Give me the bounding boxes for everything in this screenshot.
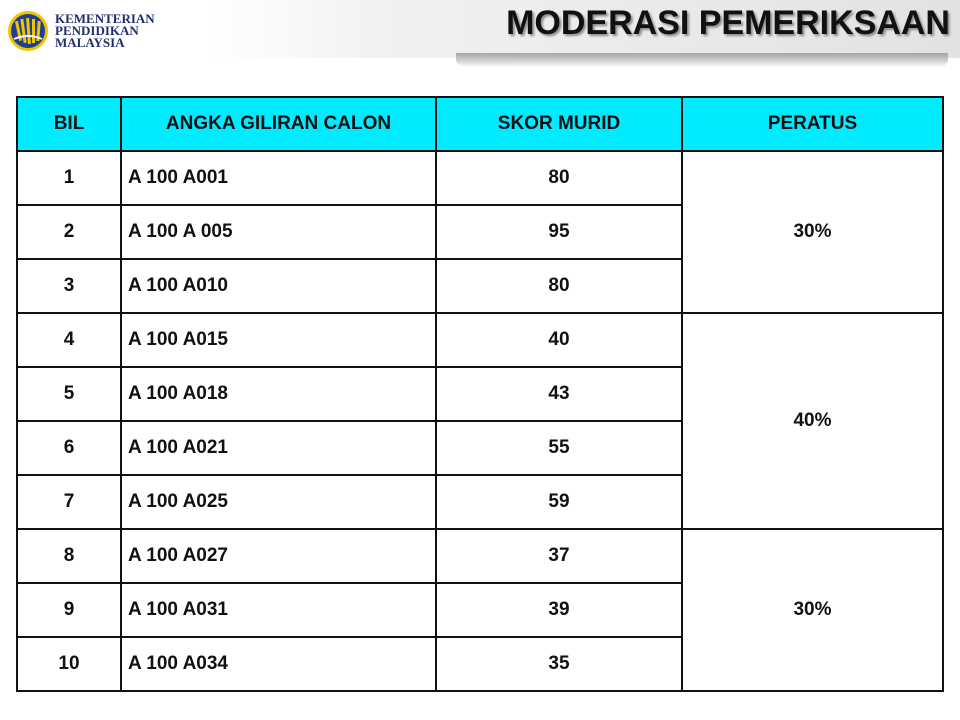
page-title: MODERASI PEMERIKSAAN xyxy=(506,4,950,42)
cell-bil: 1 xyxy=(17,151,121,205)
cell-angka-giliran: A 100 A018 xyxy=(121,367,436,421)
cell-bil: 7 xyxy=(17,475,121,529)
column-header-angka-giliran: ANGKA GILIRAN CALON xyxy=(121,97,436,151)
cell-skor-murid: 55 xyxy=(436,421,682,475)
cell-bil: 6 xyxy=(17,421,121,475)
table-row xyxy=(17,313,943,367)
cell-angka-giliran: A 100 A034 xyxy=(121,637,436,691)
cell-peratus-group: 30% xyxy=(682,529,943,691)
ministry-logo-text xyxy=(55,13,155,49)
logo-line-1: KEMENTERIAN xyxy=(55,11,155,26)
cell-skor-murid: 59 xyxy=(436,475,682,529)
cell-angka-giliran: A 100 A015 xyxy=(121,313,436,367)
title-shadow-bar xyxy=(456,53,948,67)
moderation-table xyxy=(16,96,944,692)
cell-skor-murid: 95 xyxy=(436,205,682,259)
cell-angka-giliran: A 100 A031 xyxy=(121,583,436,637)
cell-angka-giliran: A 100 A001 xyxy=(121,151,436,205)
cell-bil: 8 xyxy=(17,529,121,583)
logo-line-3: MALAYSIA xyxy=(55,35,125,50)
logo-line-2: PENDIDIKAN xyxy=(55,23,139,38)
cell-skor-murid: 35 xyxy=(436,637,682,691)
cell-angka-giliran: A 100 A 005 xyxy=(121,205,436,259)
column-header-skor-murid: SKOR MURID xyxy=(436,97,682,151)
cell-skor-murid: 43 xyxy=(436,367,682,421)
cell-skor-murid: 80 xyxy=(436,259,682,313)
kpm-crest-icon xyxy=(6,9,50,53)
cell-skor-murid: 80 xyxy=(436,151,682,205)
cell-angka-giliran: A 100 A021 xyxy=(121,421,436,475)
cell-skor-murid: 39 xyxy=(436,583,682,637)
cell-bil: 5 xyxy=(17,367,121,421)
table-row xyxy=(17,529,943,583)
cell-angka-giliran: A 100 A025 xyxy=(121,475,436,529)
ministry-logo xyxy=(6,9,178,53)
cell-skor-murid: 37 xyxy=(436,529,682,583)
table-row xyxy=(17,151,943,205)
cell-bil: 9 xyxy=(17,583,121,637)
cell-peratus-group: 40% xyxy=(682,313,943,529)
cell-bil: 10 xyxy=(17,637,121,691)
table-header-row xyxy=(17,97,943,151)
column-header-bil: BIL xyxy=(17,97,121,151)
cell-bil: 3 xyxy=(17,259,121,313)
cell-angka-giliran: A 100 A027 xyxy=(121,529,436,583)
column-header-peratus: PERATUS xyxy=(682,97,943,151)
cell-peratus-group: 30% xyxy=(682,151,943,313)
cell-bil: 2 xyxy=(17,205,121,259)
cell-skor-murid: 40 xyxy=(436,313,682,367)
cell-bil: 4 xyxy=(17,313,121,367)
cell-angka-giliran: A 100 A010 xyxy=(121,259,436,313)
